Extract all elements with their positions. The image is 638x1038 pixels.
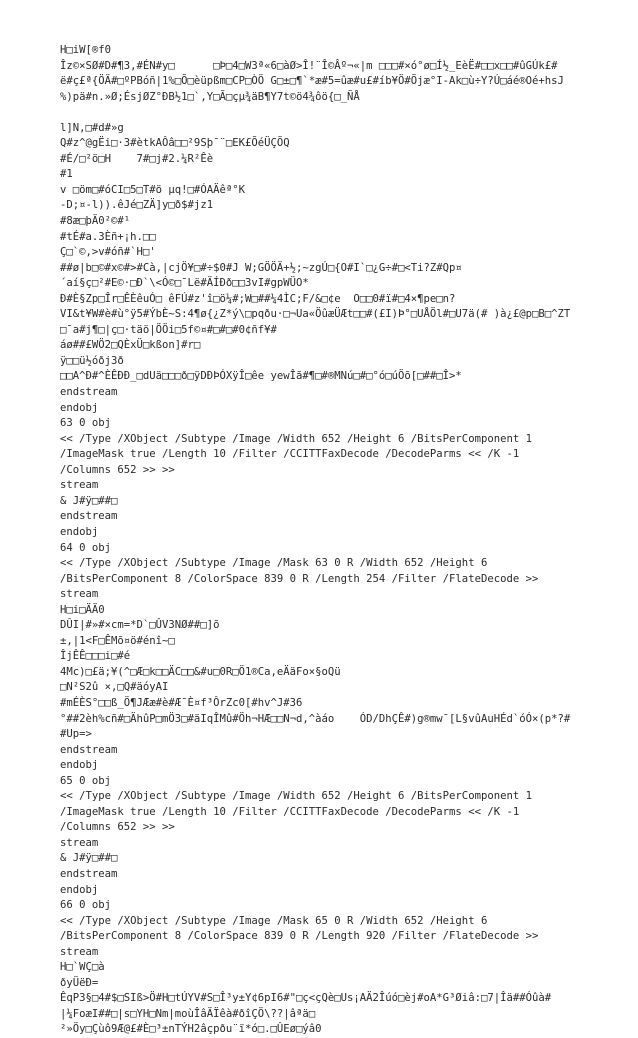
text-line: Îz©×SØ#D#¶3,#ÉN#y□ □Þ□4□W3ª«6□àØ>Î!¨Î©Âº¬«|m □□□#×ó°ø□Í½_EèË#□□x□□#ûGÚk£# [60,59,558,72]
text-line: << /Type /XObject /Subtype /Image /Mask 63 0 R /Width 652 /Height 6 [60,557,488,570]
text-line: %)pä#n.»Ø;ÉsjØZ°ÐB½1□`,Y□Ã□çµ¾äB¶Y7t©ö4¾ôö{□_ÑÅ [60,90,360,103]
text-line: #8æ□þÄ0²©#¹ [60,215,131,228]
text-line: □N²S2û ×,□Q#äóyAI [60,681,169,694]
text-line: stream [60,836,99,849]
text-line: ±,|1<F□ÊMõ¤ö#énî~□ [60,634,175,647]
text-line: |¼FoæI##□|s□YH□Nm|moùÎâÄÏêà#ðîÇÖ\??|âªä□ [60,1007,316,1020]
text-line: /BitsPerComponent 8 /ColorSpace 839 0 R /Length 254 /Filter /FlateDecode >> [60,572,539,585]
text-line: endobj [60,525,99,538]
text-line: l]N,□#d#»g [60,121,124,134]
text-line: #Up=> [60,728,92,741]
text-line: áø##£WÖ2□QÈxÜ□kßon]#r□ [60,339,201,352]
text-line: 63 0 obj [60,417,112,430]
text-line: ÿ□□ü½óðj3ð [60,354,124,367]
text-line: endobj [60,759,99,772]
text-line: stream [60,479,99,492]
text-line: & J#ÿ□##□ [60,494,118,507]
text-line: □□A^Ð#^ÈÊÐÐ_□dUä□□□ð□ÿDÐÞÓXÿÎ□êe yewÎã#¶□#®MNú□#□°ó□úÖõ[□##□Î>* [60,370,462,383]
text-line: endobj [60,401,99,414]
text-line: Ç□`©,>v#óñ#`H□' [60,246,156,259]
text-line: 4Mc)□£ä;¥(^□Æ□k□□ÄC□□&#u□0R□Ö1®Ca,eÄäFo×§oQü [60,665,341,678]
text-line: /ImageMask true /Length 10 /Filter /CCITTFaxDecode /DecodeParms << /K -1 [60,805,520,818]
text-line: VI&t¥W#è#ù°ÿ5#ÝbÈ~S:4¶ø{¿Z*ý\□pqðu·□¬Ua«ÖûæÜÆt□□#(£I)Þ°□UÅÖl#□U7ä(# )à¿£@p□B□^ZT [60,308,571,321]
text-line: 65 0 obj [60,774,112,787]
text-line: Q#z^@gËi□·3#ètkAÔâ□□²9Sþ¯¨□EK£ÕéÜÇÕQ [60,137,290,150]
text-line: << /Type /XObject /Subtype /Image /Mask 65 0 R /Width 652 /Height 6 [60,914,488,927]
text-line: /ImageMask true /Length 10 /Filter /CCITTFaxDecode /DecodeParms << /K -1 [60,448,520,461]
text-line: ë#ç£ª{ÖÄ#□ºPBóñ|1%□Õ□èüpßm□CP□ÒÖ G□±□¶`*æ#5=ûæ#u£#íb¥Ö#Õjæ°I-Ak□ù÷Y?Ú□áé®Oé+hsJ [60,75,564,88]
text-line: 64 0 obj [60,541,112,554]
text-line: & J#ÿ□##□ [60,852,118,865]
text-line: □¯a#j¶□|ç□·täö|ÖÖi□5f©¤#□#□#0¢ñf¥# [60,323,277,336]
text-line: 66 0 obj [60,899,112,912]
text-line: endstream [60,386,118,399]
text-line: /Columns 652 >> >> [60,463,175,476]
pdf-source-text [60,43,608,1038]
text-line: #1 [60,168,73,181]
text-line: ÊqP3§□4#$□SIß>Ö#H□tÚYV#S□Î³y±Y¢6pI6#"□ç<çQè□Us¡AÄ2Îúó□èj#oA*G³Øiâ:□7|Îä##Óûà# [60,992,552,1005]
text-line: Ð#È§Zp□Îr□ÊÈêuÓ□ êFÚ#z'î□ö¼#;W□##¼4ÌC;F/&□¢e O□□0#ï#□4×¶pe□n? [60,292,456,305]
text-line: -D;¤-l)).êJé□ZÄ]y□ð$#jz1 [60,199,214,212]
text-line: #mÉÈS°□□ß_Ö¶JÆæ#è#Æ¯È¤f³ÔrZc0[#hv^J#36 [60,696,303,709]
text-line: endstream [60,743,118,756]
text-line: ÎjÊÊ□□□i□#é [60,650,131,663]
text-line: °##2èh%cñ#□ÄhûP□mÖ3□#äIqÎMû#Öh¬HÆ□□N¬d,^àáo ÓD/DhÇÊ#)g®mw¯[L§vûAuHÉd`óÓ×(p*?# [60,712,571,725]
text-line: H□iW[®f0 [60,44,112,56]
text-line: stream [60,588,99,601]
text-line: ðyÜëÐ= [60,976,99,989]
text-line: << /Type /XObject /Subtype /Image /Width 652 /Height 6 /BitsPerComponent 1 [60,790,532,803]
text-line: H□`WÇ□à [60,961,105,974]
text-line: #tÉ#a.3Èñ+¡h.□□ [60,230,156,243]
text-line: endstream [60,510,118,523]
text-line: /BitsPerComponent 8 /ColorSpace 839 0 R /Length 920 /Filter /FlateDecode >> [60,930,539,943]
text-line: #É/□²ö□H 7#□j#2.¼R²Êè [60,152,214,165]
text-line: DÛI|#»#×cm=*D`□ÛV3NØ##□]õ [60,619,220,632]
text-line: v □öm□#óCI□5□T#ö µq!□#ÓAÄêª°K [60,183,245,196]
text-line: ²»Öy□Çùô9Æ@£#È□³±nTÝH2âçpðu¨ï*ó□.□ÛEø□ýâ0 [60,1023,322,1036]
text-line: /Columns 652 >> >> [60,821,175,834]
text-line: H□i□ÄÄ0 [60,603,105,616]
text-line: ##ø|b□©#x©#>#Cà,|cjÖ¥□#÷$0#J W;GÖÖÄ+½;~zgÚ□{O#I`□¿G÷#□<Ti?Z#Qp¤ [60,261,462,274]
text-line: << /Type /XObject /Subtype /Image /Width 652 /Height 6 /BitsPerComponent 1 [60,432,532,445]
text-line: endstream [60,867,118,880]
text-line: endobj [60,883,99,896]
text-line: ´aí§ç□²#E©·□Ð`\<Ó©□¯Lë#ÄÍÐð□□3vI#gpWÜO* [60,277,309,290]
text-line: stream [60,945,99,958]
